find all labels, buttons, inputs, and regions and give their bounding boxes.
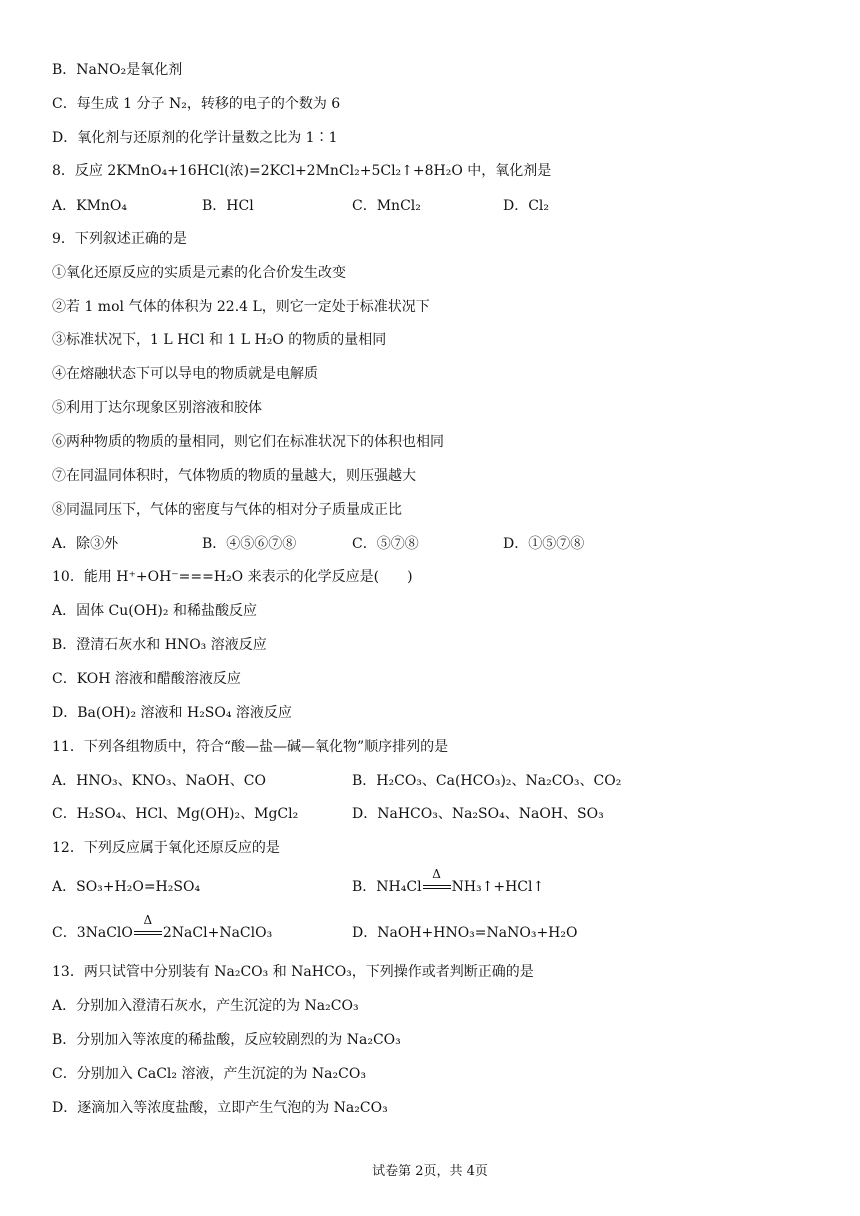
q10-option-a: A．固体 Cu(OH)₂ 和稀盐酸反应 <box>52 603 257 619</box>
q11-option-d: D．NaHCO₃、Na₂SO₄、NaOH、SO₃ <box>352 806 604 822</box>
q9-item-1: ①氧化还原反应的实质是元素的化合价发生改变 <box>52 265 346 281</box>
q12-stem: 12．下列反应属于氧化还原反应的是 <box>52 840 280 856</box>
q12-option-b-product: NH₃↑+HCl↑ <box>451 879 545 895</box>
q13-option-c: C．分别加入 CaCl₂ 溶液，产生沉淀的为 Na₂CO₃ <box>52 1066 366 1082</box>
q8-stem: 8．反应 2KMnO₄+16HCl(浓)=2KCl+2MnCl₂+5Cl₂↑+8H₂O 中，氧化剂是 <box>52 163 552 179</box>
q9-option-d: D．①⑤⑦⑧ <box>503 536 585 552</box>
q9-item-3: ③标准状况下，1 L HCl 和 1 L H₂O 的物质的量相同 <box>52 332 387 348</box>
q8-option-d: D．Cl₂ <box>503 198 550 214</box>
q9-option-a: A．除③外 <box>52 536 119 552</box>
q9-stem: 9．下列叙述正确的是 <box>52 231 187 247</box>
q12-option-b <box>352 867 545 896</box>
q7-option-c: C．每生成 1 分子 N₂，转移的电子的个数为 6 <box>52 96 341 112</box>
q13-stem: 13．两只试管中分别装有 Na₂CO₃ 和 NaHCO₃，下列操作或者判断正确的是 <box>52 964 534 980</box>
q11-stem: 11．下列各组物质中，符合“酸—盐—碱—氧化物”顺序排列的是 <box>52 739 449 755</box>
q13-option-d: D．逐滴加入等浓度盐酸，立即产生气泡的为 Na₂CO₃ <box>52 1100 388 1116</box>
q9-item-6: ⑥两种物质的物质的量相同，则它们在标准状况下的体积也相同 <box>52 434 444 450</box>
q9-item-5: ⑤利用丁达尔现象区别溶液和胶体 <box>52 400 262 416</box>
q10-option-d: D．Ba(OH)₂ 溶液和 H₂SO₄ 溶液反应 <box>52 705 292 721</box>
q7-option-b: B．NaNO₂是氧化剂 <box>52 62 183 78</box>
heating-equals-sign <box>134 913 162 940</box>
q11-option-a: A．HNO₃、KNO₃、NaOH、CO <box>52 773 266 789</box>
q12-option-b-reactant: B．NH₄Cl <box>352 879 422 895</box>
q7-option-d: D．氧化剂与还原剂的化学计量数之比为 1∶1 <box>52 130 338 146</box>
delta-symbol: Δ <box>432 867 441 881</box>
q9-item-7: ⑦在同温同体积时，气体物质的物质的量越大，则压强越大 <box>52 468 416 484</box>
page-footer: 试卷第 2页，共 4页 <box>372 1164 488 1179</box>
delta-symbol: Δ <box>143 913 153 927</box>
q9-item-4: ④在熔融状态下可以导电的物质就是电解质 <box>52 366 318 382</box>
q10-stem: 10．能用 H⁺+OH⁻===H₂O 来表示的化学反应是( ) <box>52 569 413 585</box>
q12-option-c <box>52 913 273 942</box>
q9-item-2: ②若 1 mol 气体的体积为 22.4 L，则它一定处于标准状况下 <box>52 299 430 315</box>
q8-option-c: C．MnCl₂ <box>352 198 421 214</box>
q12-option-a: A．SO₃+H₂O=H₂SO₄ <box>52 879 201 895</box>
q9-item-8: ⑧同温同压下，气体的密度与气体的相对分子质量成正比 <box>52 502 402 518</box>
q12-option-d: D．NaOH+HNO₃=NaNO₃+H₂O <box>352 925 578 941</box>
q11-option-b: B．H₂CO₃、Ca(HCO₃)₂、Na₂CO₃、CO₂ <box>352 773 622 789</box>
q12-option-c-product: 2NaCl+NaClO₃ <box>162 925 273 941</box>
q13-option-b: B．分别加入等浓度的稀盐酸，反应较剧烈的为 Na₂CO₃ <box>52 1032 401 1048</box>
heating-equals-sign <box>423 867 451 894</box>
q10-option-c: C．KOH 溶液和醋酸溶液反应 <box>52 671 241 687</box>
q10-option-b: B．澄清石灰水和 HNO₃ 溶液反应 <box>52 637 267 653</box>
q8-option-b: B．HCl <box>202 198 254 214</box>
q12-option-c-reactant: C．3NaClO <box>52 925 133 941</box>
q9-option-b: B．④⑤⑥⑦⑧ <box>202 536 297 552</box>
q13-option-a: A．分别加入澄清石灰水，产生沉淀的为 Na₂CO₃ <box>52 998 359 1014</box>
q8-option-a: A．KMnO₄ <box>52 198 128 214</box>
q9-option-c: C．⑤⑦⑧ <box>352 536 419 552</box>
q11-option-c: C．H₂SO₄、HCl、Mg(OH)₂、MgCl₂ <box>52 806 299 822</box>
